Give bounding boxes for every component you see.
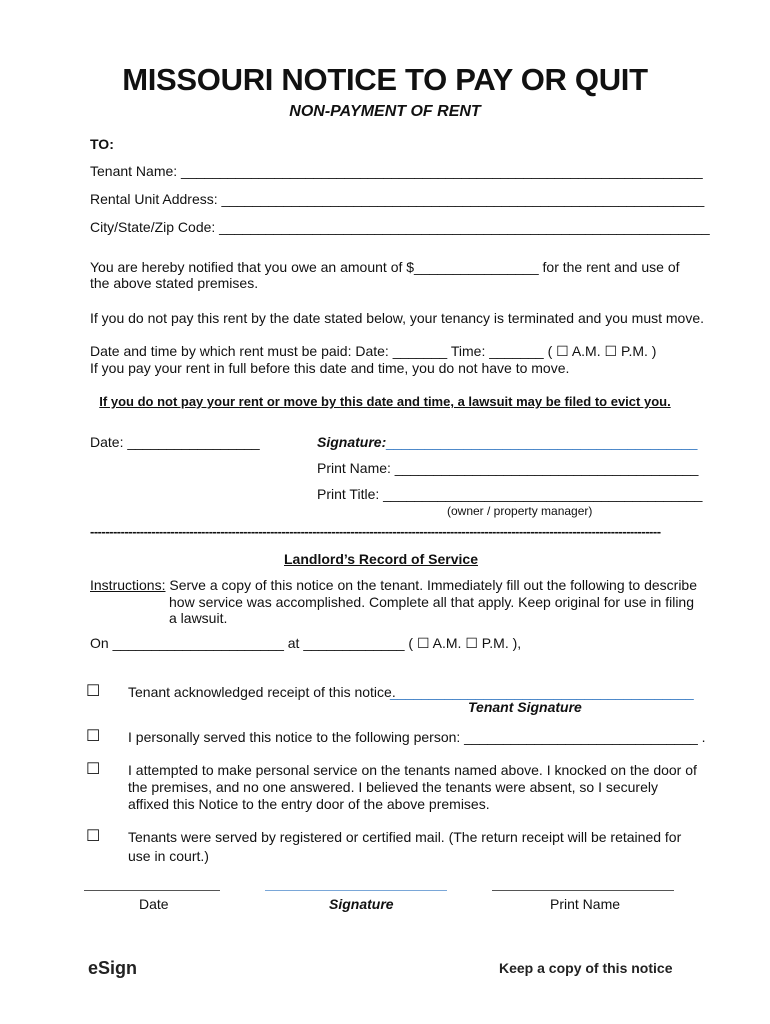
instructions-line-1 xyxy=(90,577,697,593)
checkbox-mail-service[interactable]: ☐ xyxy=(86,828,101,845)
tenant-signature-label: Tenant Signature xyxy=(468,699,582,715)
footer-print-name-label: Print Name xyxy=(550,896,621,912)
instructions-text: Serve a copy of this notice on the tenant. Immediately fill out the following to describe xyxy=(165,577,697,593)
keep-copy-note: Keep a copy of this notice xyxy=(499,960,673,976)
option-attempted-line-1: I attempted to make personal service on the tenants named above. I knocked on the door of xyxy=(128,762,697,778)
footer-date-line[interactable] xyxy=(84,890,220,891)
section-divider: ----------------------------------------------------------------------------------------------------------------------------------------------------- xyxy=(90,524,661,539)
print-name-field[interactable]: Print Name: _______________________________________ xyxy=(317,460,699,476)
owner-note: (owner / property manager) xyxy=(447,504,593,518)
notice-amount-line: You are hereby notified that you owe an amount of $________________ for the rent and use of xyxy=(90,259,680,275)
option-attempted-line-2: the premises, and no one answered. I believed the tenants were absent, so I securely xyxy=(128,779,658,795)
footer-signature-label: Signature xyxy=(329,896,394,912)
footer-print-name-line[interactable] xyxy=(492,890,674,891)
rental-address-field[interactable]: Rental Unit Address: ______________________________________________________________ xyxy=(90,191,705,207)
checkbox-tenant-acknowledged[interactable]: ☐ xyxy=(86,683,101,700)
to-label: TO: xyxy=(90,136,114,152)
option-mail-line-1: Tenants were served by registered or certified mail. (The return receipt will be retained for xyxy=(128,829,682,845)
instructions-label: Instructions: xyxy=(90,577,166,593)
date-field[interactable]: Date: _________________ xyxy=(90,434,260,450)
payment-deadline-line: Date and time by which rent must be paid: Date: _______ Time: _______ ( ☐ A.M. ☐ P.M. ) xyxy=(90,343,657,359)
pay-in-full-text: If you pay your rent in full before this date and time, you do not have to move. xyxy=(90,360,570,376)
service-on-line[interactable]: On ______________________ at _____________ ( ☐ A.M. ☐ P.M. ), xyxy=(90,635,522,651)
footer-signature-line[interactable] xyxy=(265,890,447,891)
document-subtitle: NON-PAYMENT OF RENT xyxy=(289,103,481,120)
instructions-line-2: how service was accomplished. Complete all that apply. Keep original for use in filing xyxy=(169,594,695,610)
signature-label: Signature: xyxy=(317,434,387,450)
tenant-signature-field[interactable]: _______________________________________ xyxy=(390,684,694,700)
document-title: MISSOURI NOTICE TO PAY OR QUIT xyxy=(122,62,648,97)
checkbox-personally-served[interactable]: ☐ xyxy=(86,728,101,745)
print-title-field[interactable]: Print Title: _________________________________________ xyxy=(317,486,703,502)
city-state-zip-field[interactable]: City/State/Zip Code: _______________________________________________________________ xyxy=(90,219,710,235)
option-tenant-acknowledged: Tenant acknowledged receipt of this notice. xyxy=(128,684,396,700)
instructions-line-3: a lawsuit. xyxy=(169,610,228,626)
esign-logo: eSign xyxy=(88,958,138,978)
option-attempted-line-3: affixed this Notice to the entry door of the above premises. xyxy=(128,796,490,812)
signature-field[interactable]: ________________________________________ xyxy=(386,434,698,450)
tenancy-terminated-text: If you do not pay this rent by the date stated below, your tenancy is terminated and you must move. xyxy=(90,310,705,326)
option-personally-served: I personally served this notice to the following person: ______________________________ . xyxy=(128,729,706,745)
notice-premises-line: the above stated premises. xyxy=(90,275,259,291)
tenant-name-field[interactable]: Tenant Name: ___________________________________________________________________ xyxy=(90,163,703,179)
service-heading: Landlord’s Record of Service xyxy=(284,551,478,567)
option-mail-line-2: use in court.) xyxy=(128,848,209,864)
footer-date-label: Date xyxy=(139,896,169,912)
lawsuit-warning: If you do not pay your rent or move by this date and time, a lawsuit may be filed to evict you. xyxy=(99,394,671,409)
checkbox-attempted-service[interactable]: ☐ xyxy=(86,761,101,778)
